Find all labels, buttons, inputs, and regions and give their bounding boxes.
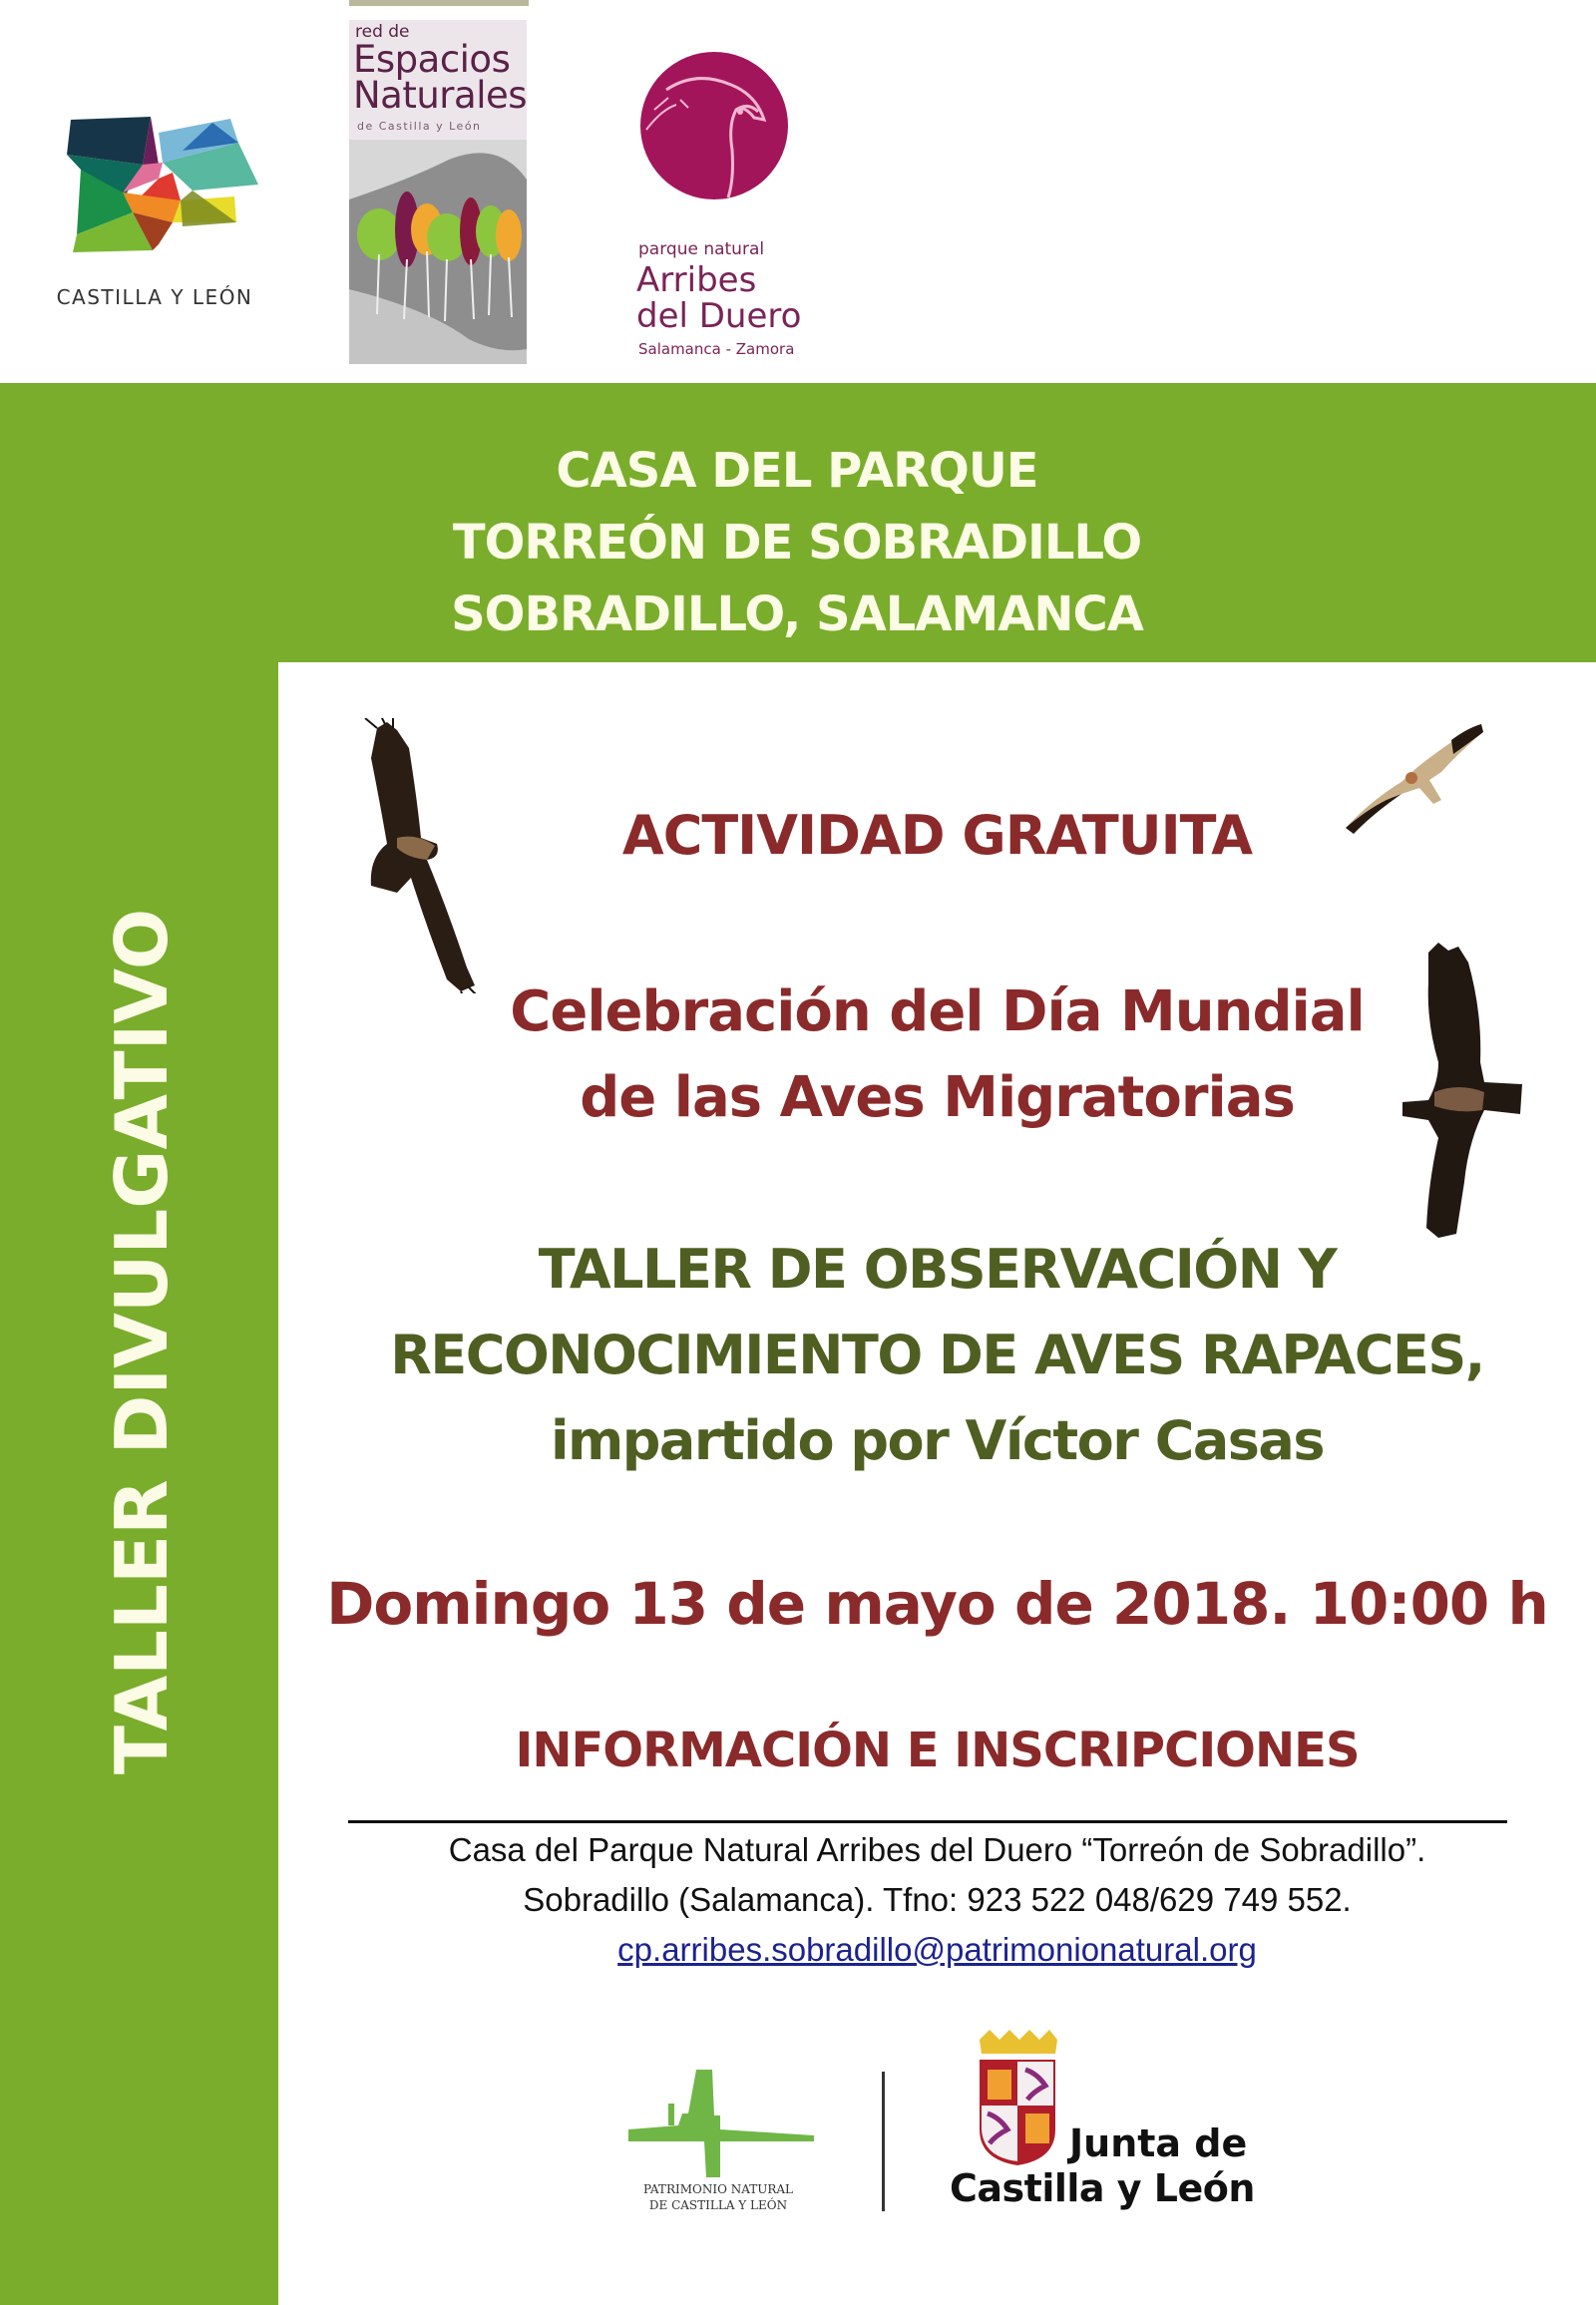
castilla-leon-polygon-logo-icon: [63, 115, 258, 256]
logo-text-castilla-leon: de Castilla y León: [357, 120, 482, 133]
arribes-logo-arribes: Arribes: [636, 260, 757, 300]
logo-text-naturales: Naturales: [353, 74, 527, 117]
espacios-naturales-logo: [349, 20, 527, 364]
contact-email-link[interactable]: cp.arribes.sobradillo@patrimonionatural.org: [617, 1931, 1257, 1968]
workshop-line-2: RECONOCIMIENTO DE AVES RAPACES,: [390, 1324, 1484, 1386]
celebration-line-1: Celebración del Día Mundial: [510, 979, 1365, 1044]
venue-line-1: CASA DEL PARQUE: [556, 443, 1038, 499]
venue-line-3: SOBRADILLO, SALAMANCA: [451, 586, 1143, 642]
logo-text-espacios: Espacios: [353, 38, 511, 81]
arribes-logo-del-duero: del Duero: [636, 296, 802, 336]
top-decorative-strip: [349, 0, 529, 6]
patrimonio-line-2: DE CASTILLA Y LEÓN: [648, 2198, 788, 2212]
contact-address: Casa del Parque Natural Arribes del Duero “Torreón de Sobradillo”.: [448, 1831, 1426, 1868]
divider-line: [348, 1820, 1507, 1823]
celebration-heading: [278, 969, 1596, 1141]
arribes-logo-parque-natural: parque natural: [638, 239, 765, 259]
celebration-line-2: de las Aves Migratorias: [580, 1065, 1295, 1130]
vulture-circle-logo-icon: [636, 50, 792, 201]
info-heading: INFORMACIÓN E INSCRIPCIONES: [515, 1723, 1360, 1778]
junta-logo-line-1: Junta de: [1069, 2121, 1248, 2165]
patrimonio-line-1: PATRIMONIO NATURAL: [642, 2182, 794, 2196]
workshop-line-1: TALLER DE OBSERVACIÓN Y: [538, 1238, 1337, 1301]
arribes-logo-location: Salamanca - Zamora: [638, 340, 795, 358]
patrimonio-natural-label: [618, 2181, 818, 2213]
event-date: Domingo 13 de mayo de 2018. 10:00 h: [326, 1570, 1548, 1638]
venue-line-2: TORREÓN DE SOBRADILLO: [452, 515, 1142, 571]
logo-text-red-de: red de: [355, 22, 410, 42]
patrimonio-castle-tower-icon: [628, 2070, 814, 2177]
side-label-taller-divulgativo: TALLER DIVULGATIVO: [100, 908, 184, 1775]
junta-logo-line-2: Castilla y León: [950, 2166, 1255, 2210]
workshop-heading: [278, 1227, 1596, 1484]
coat-of-arms-icon: [976, 2030, 1059, 2165]
free-activity-heading: ACTIVIDAD GRATUITA: [621, 804, 1253, 867]
venue-heading: [278, 435, 1316, 650]
footer-divider: [882, 2072, 885, 2211]
castilla-leon-logo-label: CASTILLA Y LEÓN: [56, 285, 253, 309]
contact-phone: Sobradillo (Salamanca). Tfno: 923 522 048/629 749 552.: [523, 1881, 1352, 1918]
trees-landscape-icon: [349, 140, 527, 364]
workshop-line-3: impartido por Víctor Casas: [550, 1409, 1324, 1472]
